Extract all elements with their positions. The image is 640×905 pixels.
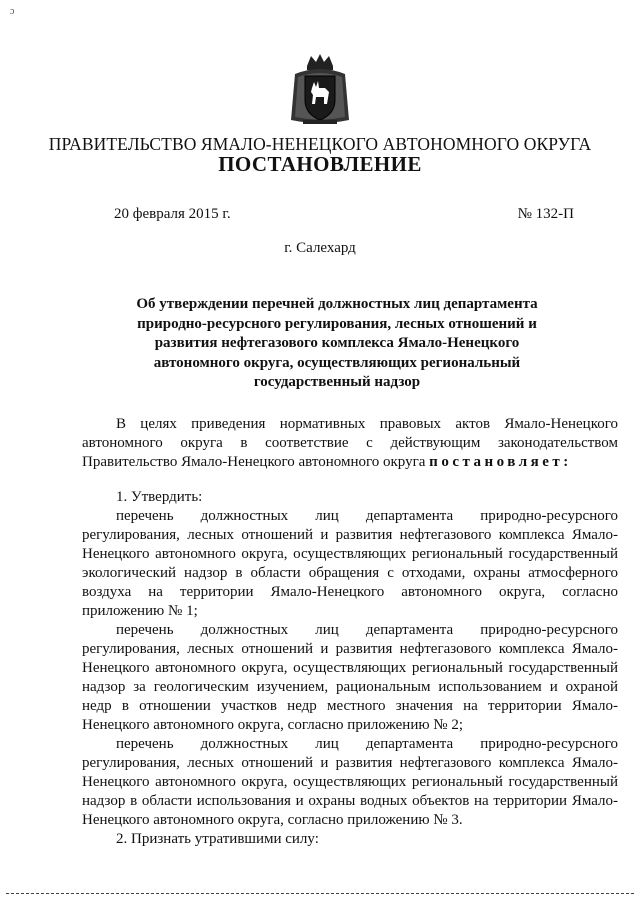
- document-type: ПОСТАНОВЛЕНИЕ: [218, 152, 422, 176]
- list-item-3: перечень должностных лиц департамента природно-ресурсного регулирования, лесных отношений и развития нефтегазового комплекса Ямало-Ненецкого автономного округа, осуществляющих региональный государственный надзор в области использования и охраны водных объектов на территории Ямало-Ненецкого автономного округа, согласно приложению № 3.: [82, 736, 618, 828]
- item-2: 2. Признать утратившими силу:: [116, 831, 319, 847]
- list-item-2: перечень должностных лиц департамента природно-ресурсного регулирования, лесных отношений и развития нефтегазового комплекса Ямало-Ненецкого автономного округа, осуществляющих региональный государственный надзор за геологическим изучением, рациональным использованием и охраной недр в отношении участков недр местного значения на территории Ямало-Ненецкого автономного округа, согласно приложению № 2;: [82, 622, 618, 733]
- preamble-text: В целях приведения нормативных правовых актов Ямало-Ненецкого автономного округа в соответствие с действующим законодательством Правительство Ямало-Ненецкого автономного округа: [82, 416, 618, 470]
- document-body: [82, 415, 618, 849]
- decree-word: постановляет:: [429, 454, 572, 470]
- item-1: 1. Утвердить:: [116, 489, 203, 505]
- document-title: Об утверждении перечней должностных лиц департамента природно-ресурсного регулирования, лесных отношений и развития нефтегазового комплекса Ямало-Ненецкого автономного округа, осуществляющих региональный государственный надзор: [136, 296, 538, 390]
- coat-of-arms-emblem: [285, 52, 355, 128]
- list-item-1: перечень должностных лиц департамента природно-ресурсного регулирования, лесных отношений и развития нефтегазового комплекса Ямало-Ненецкого автономного округа, осуществляющих региональный государственный экологический надзор в области обращения с отходами, охраны атмосферного воздуха на территории Ямало-Ненецкого автономного округа, согласно приложению № 1;: [82, 508, 618, 619]
- city-name: г. Салехард: [284, 240, 356, 256]
- document-date: 20 февраля 2015 г.: [114, 206, 231, 222]
- corner-mark: ɔ: [10, 6, 15, 17]
- government-name: ПРАВИТЕЛЬСТВО ЯМАЛО-НЕНЕЦКОГО АВТОНОМНОГО ОКРУГА: [48, 134, 592, 154]
- page-bottom-divider: [6, 893, 634, 894]
- preamble-paragraph: [82, 415, 618, 472]
- document-number: № 132-П: [517, 206, 574, 222]
